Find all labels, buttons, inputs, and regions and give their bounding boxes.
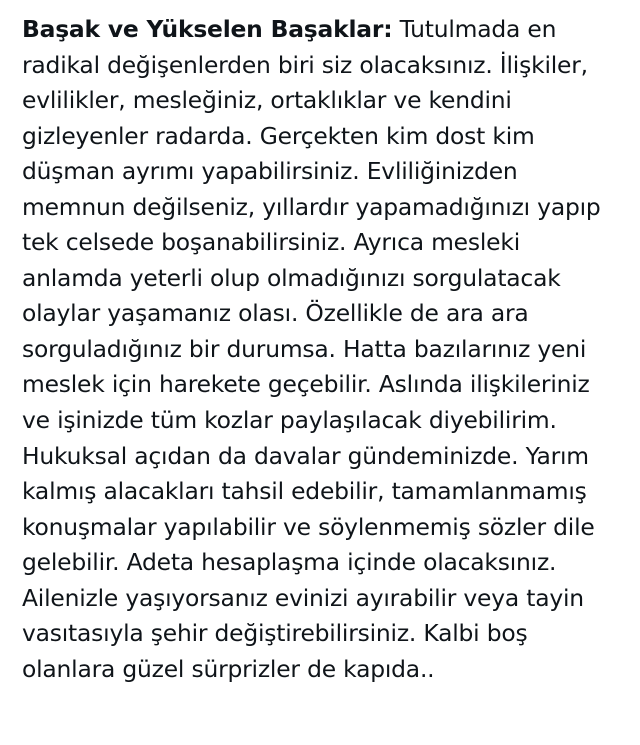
post-text xyxy=(22,12,632,687)
text-line: gelebilir. Adeta hesaplaşma içinde olacaksınız. xyxy=(22,548,557,577)
text-line: evlilikler, mesleğiniz, ortaklıklar ve kendini xyxy=(22,86,512,115)
text-line: Hukuksal açıdan da davalar gündeminizde. Yarım xyxy=(22,441,589,470)
text-line: kalmış alacakları tahsil edebilir, tamamlanmamış xyxy=(22,477,587,506)
text-line: vasıtasıyla şehir değiştirebilirsiniz. Kalbi boş xyxy=(22,619,528,648)
post-heading: Başak ve Yükselen Başaklar: xyxy=(22,15,393,43)
text-line: tek celsede boşanabilirsiniz. Ayrıca mesleki xyxy=(22,228,520,257)
text-line: olanlara güzel sürprizler de kapıda.. xyxy=(22,654,435,683)
text-line xyxy=(22,12,632,48)
text-line: meslek için harekete geçebilir. Aslında ilişkileriniz xyxy=(22,370,590,399)
text-line: konuşmalar yapılabilir ve söylenmemiş sözler dile xyxy=(22,512,595,541)
text-line-content: Tutulmada en xyxy=(392,15,557,43)
text-line: gizleyenler radarda. Gerçekten kim dost kim xyxy=(22,121,535,150)
text-line: Ailenizle yaşıyorsanız evinizi ayırabilir veya tayin xyxy=(22,583,584,612)
text-line: memnun değilseniz, yıllardır yapamadığınızı yapıp xyxy=(22,192,601,221)
text-line: olaylar yaşamanız olası. Özellikle de ara ara xyxy=(22,299,529,328)
text-line: düşman ayrımı yapabilirsiniz. Evliliğinizden xyxy=(22,157,518,186)
text-line: anlamda yeterli olup olmadığınızı sorgulatacak xyxy=(22,263,561,292)
text-line: radikal değişenlerden biri siz olacaksınız. İlişkiler, xyxy=(22,50,588,79)
text-line: ve işinizde tüm kozlar paylaşılacak diyebilirim. xyxy=(22,406,557,435)
text-line: sorguladığınız bir durumsa. Hatta bazılarınız yeni xyxy=(22,334,587,363)
